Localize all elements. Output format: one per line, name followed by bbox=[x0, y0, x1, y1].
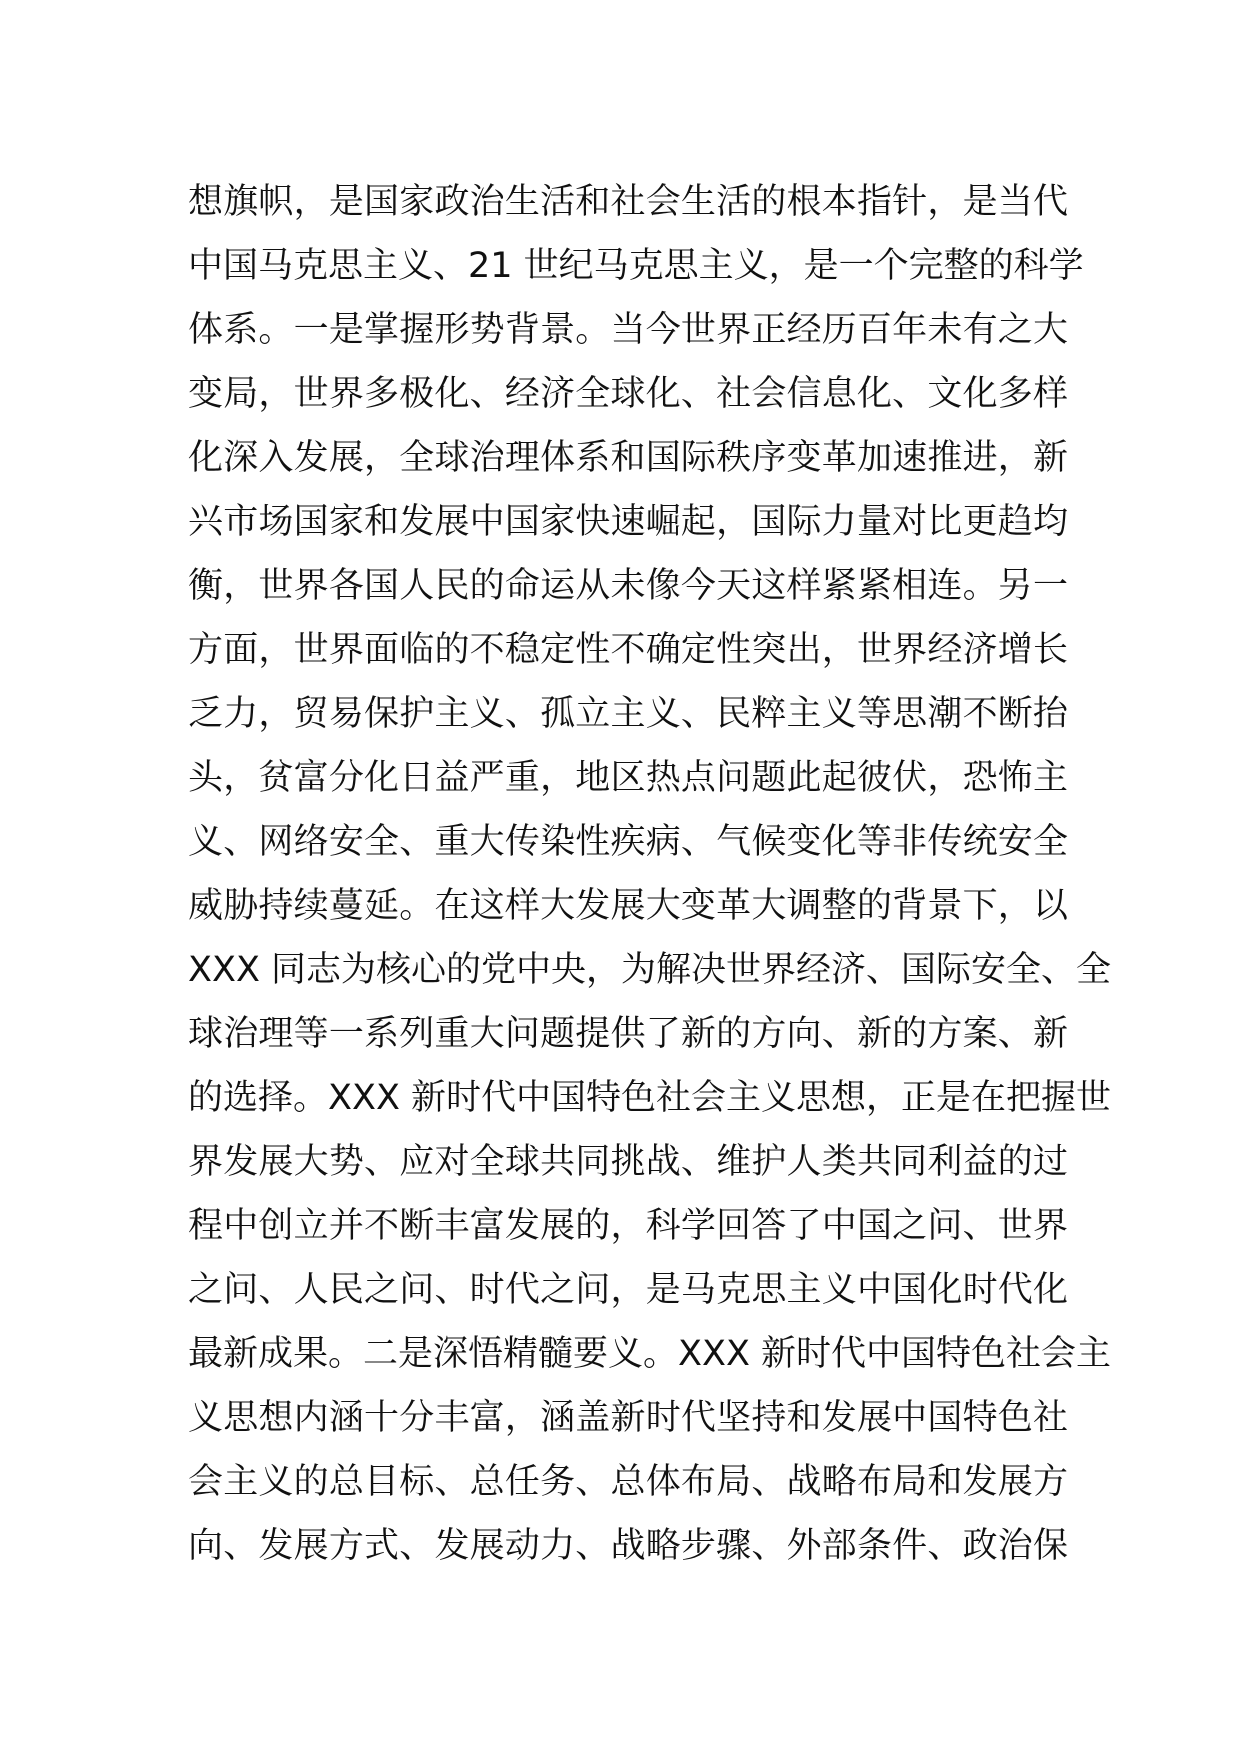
text-line: 威胁持续蔓延。在这样大发展大变革大调整的背景下，以 bbox=[188, 886, 1068, 926]
text-line: 化深入发展，全球治理体系和国际秩序变革加速推进，新 bbox=[188, 438, 1068, 478]
text-line: 头，贫富分化日益严重，地区热点问题此起彼伏，恐怖主 bbox=[188, 758, 1068, 798]
text-line: 兴市场国家和发展中国家快速崛起，国际力量对比更趋均 bbox=[188, 502, 1068, 542]
text-line: 衡，世界各国人民的命运从未像今天这样紧紧相连。另一 bbox=[188, 566, 1068, 606]
text-line: 会主义的总目标、总任务、总体布局、战略布局和发展方 bbox=[188, 1462, 1068, 1502]
text-line: 想旗帜，是国家政治生活和社会生活的根本指针，是当代 bbox=[188, 182, 1068, 222]
text-line: 之问、人民之问、时代之问，是马克思主义中国化时代化 bbox=[188, 1270, 1068, 1310]
text-line: 变局，世界多极化、经济全球化、社会信息化、文化多样 bbox=[188, 374, 1068, 414]
body-paragraph bbox=[188, 170, 1112, 1578]
text-line: 义、网络安全、重大传染性疾病、气候变化等非传统安全 bbox=[188, 822, 1068, 862]
text-line: 向、发展方式、发展动力、战略步骤、外部条件、政治保 bbox=[188, 1526, 1068, 1566]
text-line: 乏力，贸易保护主义、孤立主义、民粹主义等思潮不断抬 bbox=[188, 694, 1068, 734]
text-line: 程中创立并不断丰富发展的，科学回答了中国之问、世界 bbox=[188, 1206, 1068, 1246]
text-line: 体系。一是掌握形势背景。当今世界正经历百年未有之大 bbox=[188, 310, 1068, 350]
text-line: 中国马克思主义、21 世纪马克思主义，是一个完整的科学 bbox=[188, 246, 1084, 286]
text-line: 方面，世界面临的不稳定性不确定性突出，世界经济增长 bbox=[188, 630, 1068, 670]
text-line: XXX 同志为核心的党中央，为解决世界经济、国际安全、全 bbox=[188, 950, 1112, 990]
text-line: 界发展大势、应对全球共同挑战、维护人类共同利益的过 bbox=[188, 1142, 1068, 1182]
text-line: 的选择。XXX 新时代中国特色社会主义思想，正是在把握世 bbox=[188, 1078, 1112, 1118]
text-line: 最新成果。二是深悟精髓要义。XXX 新时代中国特色社会主 bbox=[188, 1334, 1112, 1374]
text-line: 球治理等一系列重大问题提供了新的方向、新的方案、新 bbox=[188, 1014, 1068, 1054]
text-line: 义思想内涵十分丰富，涵盖新时代坚持和发展中国特色社 bbox=[188, 1398, 1068, 1438]
